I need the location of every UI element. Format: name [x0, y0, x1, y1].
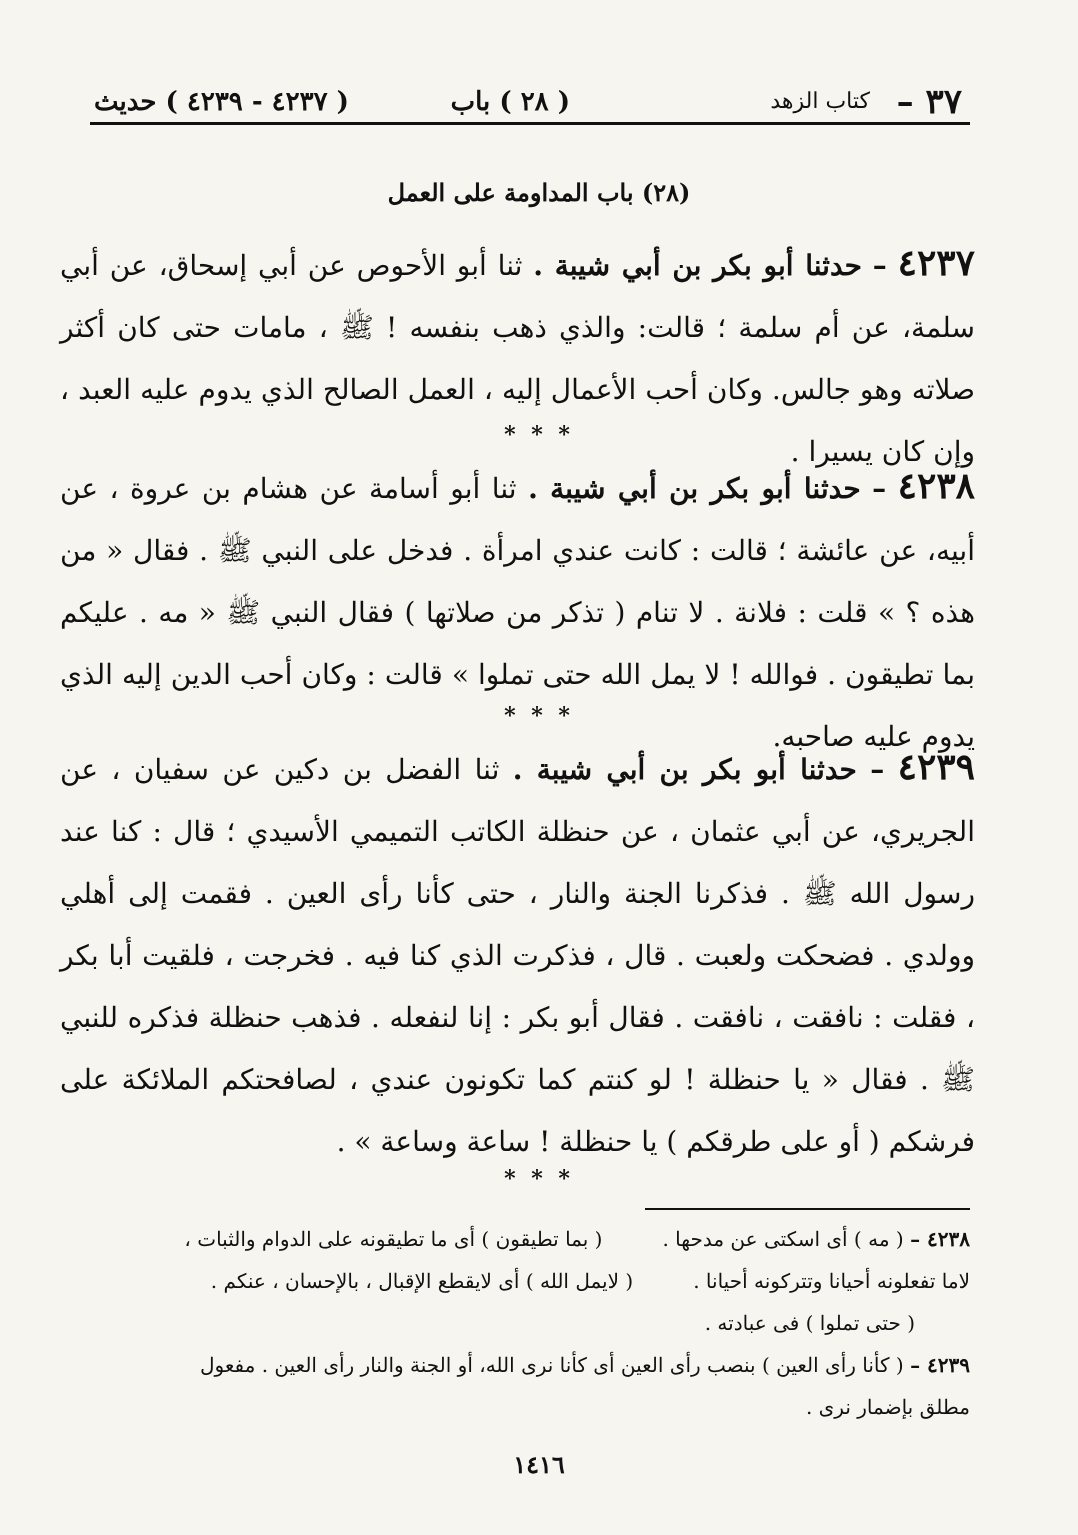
hadith-isnad-lead: حدثنا أبو بكر بن أبي شيبة .: [528, 472, 861, 505]
hadith-text: ثنا أبو الأحوص عن أبي إسحاق، عن أبي سلمة، عن أم سلمة ؛ قالت: والذي ذهب بنفسه ! ﷺ ، مامات حتى كان أكثر صلاته وهو جالس. وكان أحب الأعمال إليه ، العمل الصالح الذي يدوم عليه العبد ، وإن كان يسيرا .: [60, 249, 975, 468]
separator: * * *: [504, 422, 574, 448]
footnote-line: [60, 1260, 970, 1302]
footnote-text: لاما تفعلونه أحيانا وتتركونه أحيانا .: [693, 1269, 970, 1293]
footnote-number: ٤٢٣٩ –: [910, 1353, 970, 1377]
hadith-text: ثنا أبو أسامة عن هشام بن عروة ، عن أبيه، عن عائشة ؛ قالت : كانت عندي امرأة . فدخل على النبي ﷺ . فقال « من هذه ؟ » قلت : فلانة . لا تنام ( تذكر من صلاتها ) فقال النبي ﷺ « مه . عليكم بما تطيقون . فوالله ! لا يمل الله حتى تملوا » قالت : وكان أحب الدين إليه الذي يدوم عليه صاحبه.: [60, 472, 975, 753]
hadith-number: ٤٢٣٧: [897, 242, 975, 284]
chapter-reference: ( ٢٨ ) باب: [450, 87, 570, 117]
footnote-4238: [60, 1218, 970, 1260]
footnote-text: ( مه ) أى اسكتى عن مدحها .: [662, 1227, 904, 1251]
footnote-text: ( كأنا رأى العين ) بنصب رأى العين أى كأنا نرى الله، أو الجنة والنار رأى العين . مفعول: [200, 1353, 904, 1377]
footnote-4239: [60, 1344, 970, 1386]
footnote-text: مطلق بإضمار نرى .: [805, 1395, 970, 1419]
hadith-isnad-lead: حدثنا أبو بكر بن أبي شيبة .: [512, 753, 857, 786]
hadith-isnad-lead: حدثنا أبو بكر بن أبي شيبة .: [533, 249, 862, 282]
footnote-rule: [645, 1208, 970, 1210]
hadith-dash: –: [870, 753, 885, 786]
footnote-line: [60, 1386, 970, 1428]
hadith-dash: –: [872, 249, 887, 282]
hadith-range: ( ٤٢٣٧ - ٤٢٣٩ ) حديث: [94, 87, 349, 117]
hadith-dash: –: [872, 472, 887, 505]
hadith-number: ٤٢٣٩: [897, 746, 975, 788]
footnote-line: [60, 1302, 970, 1344]
running-header: [90, 82, 970, 122]
folio-number: ١٤١٦: [513, 1450, 565, 1479]
footnotes: [60, 1218, 970, 1428]
footnote-number: ٤٢٣٨ –: [910, 1227, 970, 1251]
separator: * * *: [504, 1166, 574, 1192]
footnote-text: ( حتى تملوا ) فى عبادته .: [704, 1311, 915, 1335]
chapter-title: (٢٨) باب المداومة على العمل: [387, 178, 691, 207]
header-rule: [90, 122, 970, 125]
footnote-text: ( بما تطيقون ) أى ما تطيقونه على الدوام والثبات ،: [184, 1227, 603, 1251]
hadith-text: ثنا الفضل بن دكين عن سفيان ، عن الجريري، عن أبي عثمان ، عن حنظلة الكاتب التميمي الأسيدي ؛ قال : كنا عند رسول الله ﷺ . فذكرنا الجنة والنار ، حتى كأنا رأى العين . فقمت إلى أهلي وولدي . فضحكت ولعبت . قال ، فذكرت الذي كنا فيه . فخرجت ، فلقيت أبا بكر ، فقلت : نافقت ، نافقت . فقال أبو بكر : إنا لنفعله . فذهب حنظلة فذكره للنبي ﷺ . فقال « يا حنظلة ! لو كنتم كما تكونون عندي ، لصافحتكم الملائكة على فرشكم ( أو على طرقكم ) يا حنظلة ! ساعة وساعة » .: [60, 753, 975, 1158]
separator: * * *: [504, 703, 574, 729]
book-title: كتاب الزهد: [770, 89, 870, 114]
hadith-number: ٤٢٣٨: [897, 465, 975, 507]
hadith-4239: [60, 736, 975, 1173]
page-number: ٣٧ –: [896, 82, 962, 122]
footnote-text: ( لايمل الله ) أى لايقطع الإقبال ، بالإحسان ، عنكم .: [210, 1269, 634, 1293]
